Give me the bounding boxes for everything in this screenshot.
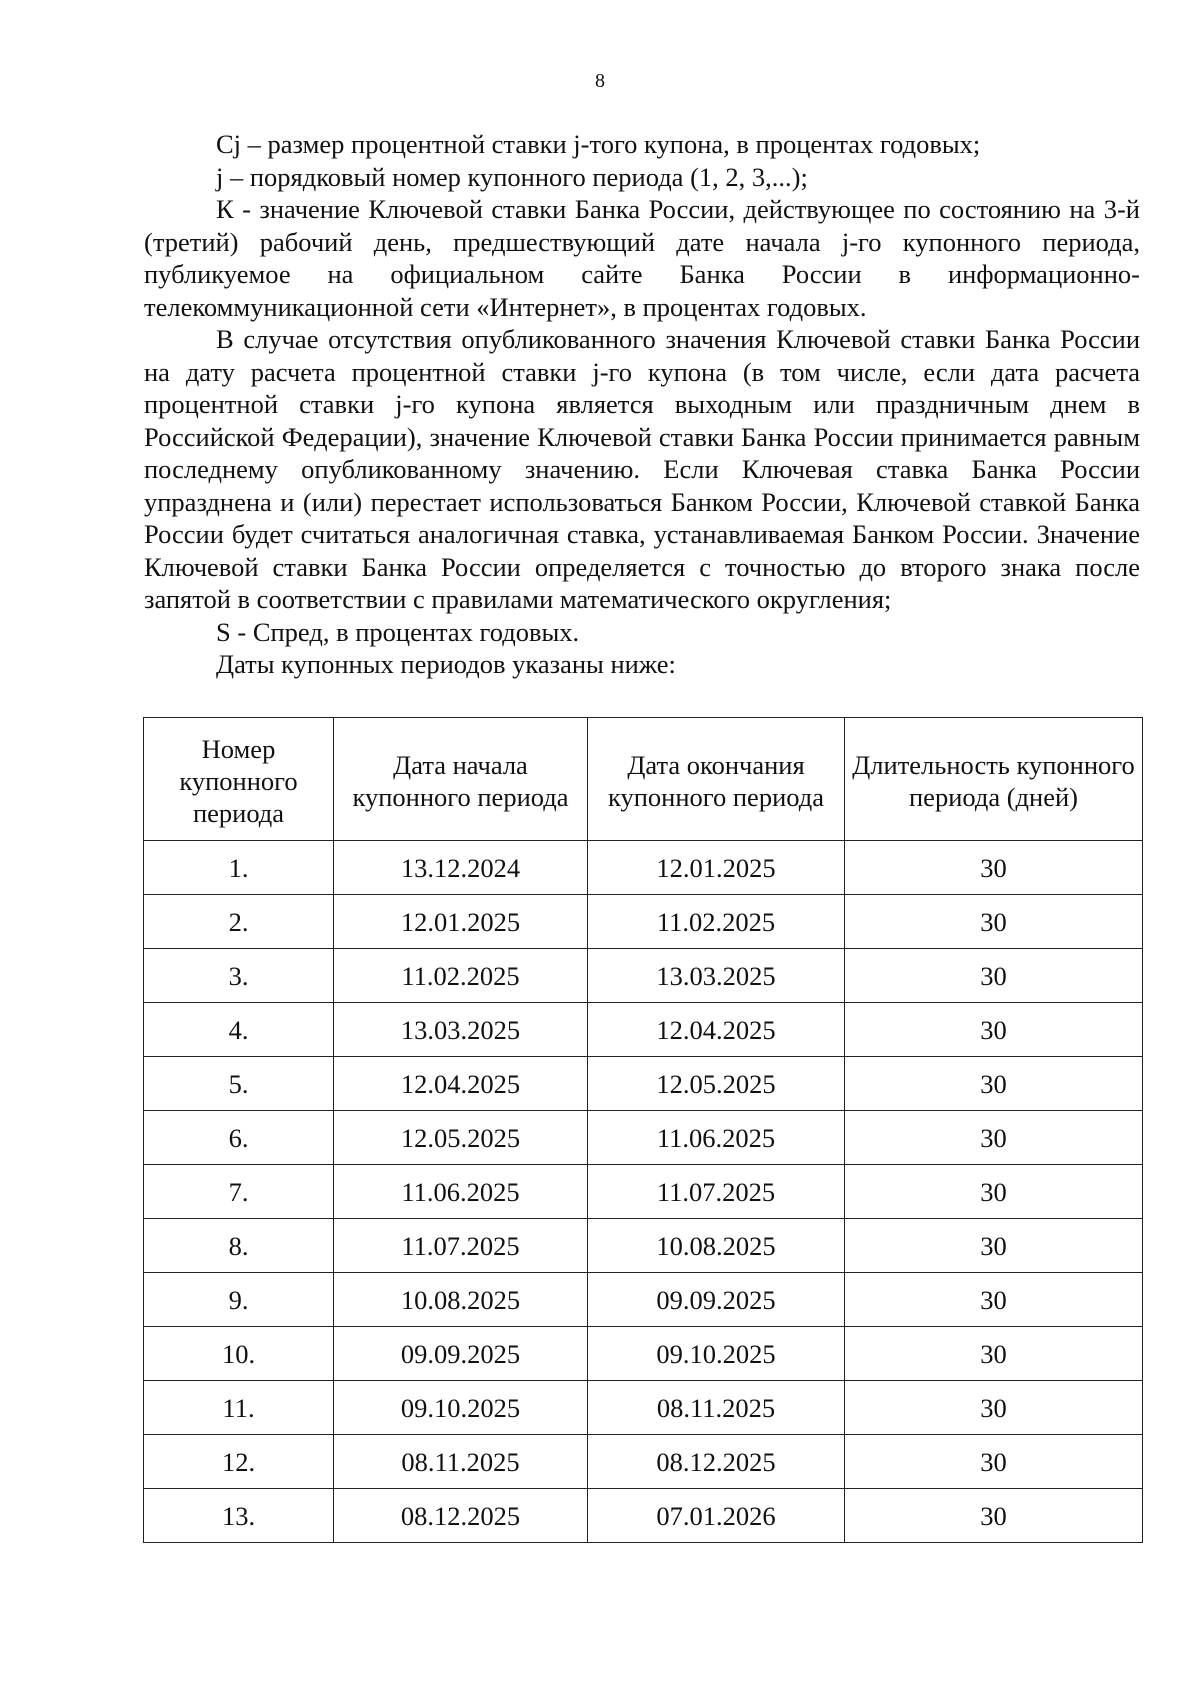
coupon-periods-table (143, 717, 1143, 1543)
cell-start-date: 10.08.2025 (334, 1273, 588, 1327)
cell-coupon-number: 13. (144, 1489, 334, 1543)
cell-coupon-number: 9. (144, 1273, 334, 1327)
cell-coupon-number: 6. (144, 1111, 334, 1165)
cell-coupon-number: 7. (144, 1165, 334, 1219)
table-row (144, 841, 1143, 895)
cell-start-date: 08.12.2025 (334, 1489, 588, 1543)
table-intro: Даты купонных периодов указаны ниже: (216, 649, 676, 679)
table-row (144, 1057, 1143, 1111)
definition-k: К - значение Ключевой ставки Банка России, действующее по состоянию на 3-й (третий) рабочий день, предшествующий дате начала j-го купонного периода, публикуемое на официальном сайте Банка России в информационно-телекоммуникационной сети «Интернет», в процентах годовых. (144, 194, 1140, 322)
cell-start-date: 11.06.2025 (334, 1165, 588, 1219)
cell-end-date: 08.11.2025 (588, 1381, 845, 1435)
cell-duration: 30 (845, 1489, 1143, 1543)
cell-coupon-number: 8. (144, 1219, 334, 1273)
cell-duration: 30 (845, 1435, 1143, 1489)
key-rate-absence-paragraph: В случае отсутствия опубликованного значения Ключевой ставки Банка России на дату расчета процентной ставки j-го купона (в том числе, если дата расчета процентной ставки j-го купона является выходным или праздничным днем в Российской Федерации), значение Ключевой ставки Банка России принимается равным последнему опубликованному значению. Если Ключевая ставка Банка России упразднена и (или) перестает использоваться Банком России, Ключевой ставкой Банка России будет считаться аналогичная ставка, устанавливаемая Банком России. Значение Ключевой ставки Банка России определяется с точностью до второго знака после запятой в соответствии с правилами математического округления; (144, 324, 1140, 614)
table-row (144, 1219, 1143, 1273)
cell-duration: 30 (845, 1111, 1143, 1165)
header-coupon-number: Номер купонного периода (144, 718, 334, 841)
cell-end-date: 13.03.2025 (588, 949, 845, 1003)
cell-start-date: 08.11.2025 (334, 1435, 588, 1489)
header-end-date: Дата окончания купонного периода (588, 718, 845, 841)
cell-end-date: 08.12.2025 (588, 1435, 845, 1489)
cell-coupon-number: 12. (144, 1435, 334, 1489)
cell-start-date: 11.07.2025 (334, 1219, 588, 1273)
cell-end-date: 07.01.2026 (588, 1489, 845, 1543)
cell-duration: 30 (845, 1057, 1143, 1111)
cell-duration: 30 (845, 895, 1143, 949)
cell-duration: 30 (845, 1273, 1143, 1327)
cell-coupon-number: 11. (144, 1381, 334, 1435)
cell-end-date: 11.07.2025 (588, 1165, 845, 1219)
cell-end-date: 11.06.2025 (588, 1111, 845, 1165)
cell-end-date: 09.09.2025 (588, 1273, 845, 1327)
table-row (144, 1273, 1143, 1327)
cell-start-date: 13.12.2024 (334, 841, 588, 895)
cell-duration: 30 (845, 1219, 1143, 1273)
definition-s: S - Спред, в процентах годовых. (216, 616, 580, 647)
header-start-date: Дата начала купонного периода (334, 718, 588, 841)
cell-end-date: 12.05.2025 (588, 1057, 845, 1111)
cell-start-date: 12.01.2025 (334, 895, 588, 949)
cell-coupon-number: 3. (144, 949, 334, 1003)
page-number: 8 (595, 70, 605, 92)
definition-cj: Cj – размер процентной ставки j-того купона, в процентах годовых; (216, 129, 981, 159)
cell-end-date: 10.08.2025 (588, 1219, 845, 1273)
table-row (144, 949, 1143, 1003)
table-row (144, 1435, 1143, 1489)
table-row (144, 1111, 1143, 1165)
table-row (144, 1165, 1143, 1219)
cell-start-date: 11.02.2025 (334, 949, 588, 1003)
cell-duration: 30 (845, 1165, 1143, 1219)
cell-start-date: 09.10.2025 (334, 1381, 588, 1435)
cell-duration: 30 (845, 1327, 1143, 1381)
cell-duration: 30 (845, 1003, 1143, 1057)
table-row (144, 1489, 1143, 1543)
cell-end-date: 11.02.2025 (588, 895, 845, 949)
table-body (144, 841, 1143, 1543)
cell-end-date: 12.04.2025 (588, 1003, 845, 1057)
cell-start-date: 12.04.2025 (334, 1057, 588, 1111)
cell-start-date: 12.05.2025 (334, 1111, 588, 1165)
cell-coupon-number: 5. (144, 1057, 334, 1111)
cell-end-date: 12.01.2025 (588, 841, 845, 895)
cell-coupon-number: 4. (144, 1003, 334, 1057)
cell-coupon-number: 1. (144, 841, 334, 895)
table-row (144, 1003, 1143, 1057)
cell-duration: 30 (845, 841, 1143, 895)
header-duration: Длительность купонного периода (дней) (845, 718, 1143, 841)
cell-end-date: 09.10.2025 (588, 1327, 845, 1381)
cell-start-date: 13.03.2025 (334, 1003, 588, 1057)
cell-start-date: 09.09.2025 (334, 1327, 588, 1381)
cell-coupon-number: 10. (144, 1327, 334, 1381)
cell-coupon-number: 2. (144, 895, 334, 949)
document-body (144, 128, 1140, 681)
cell-duration: 30 (845, 1381, 1143, 1435)
cell-duration: 30 (845, 949, 1143, 1003)
table-row (144, 1327, 1143, 1381)
table-row (144, 895, 1143, 949)
table-row (144, 1381, 1143, 1435)
definition-j: j – порядковый номер купонного периода (1, 2, 3,...); (216, 161, 808, 192)
table-header-row (144, 718, 1143, 841)
